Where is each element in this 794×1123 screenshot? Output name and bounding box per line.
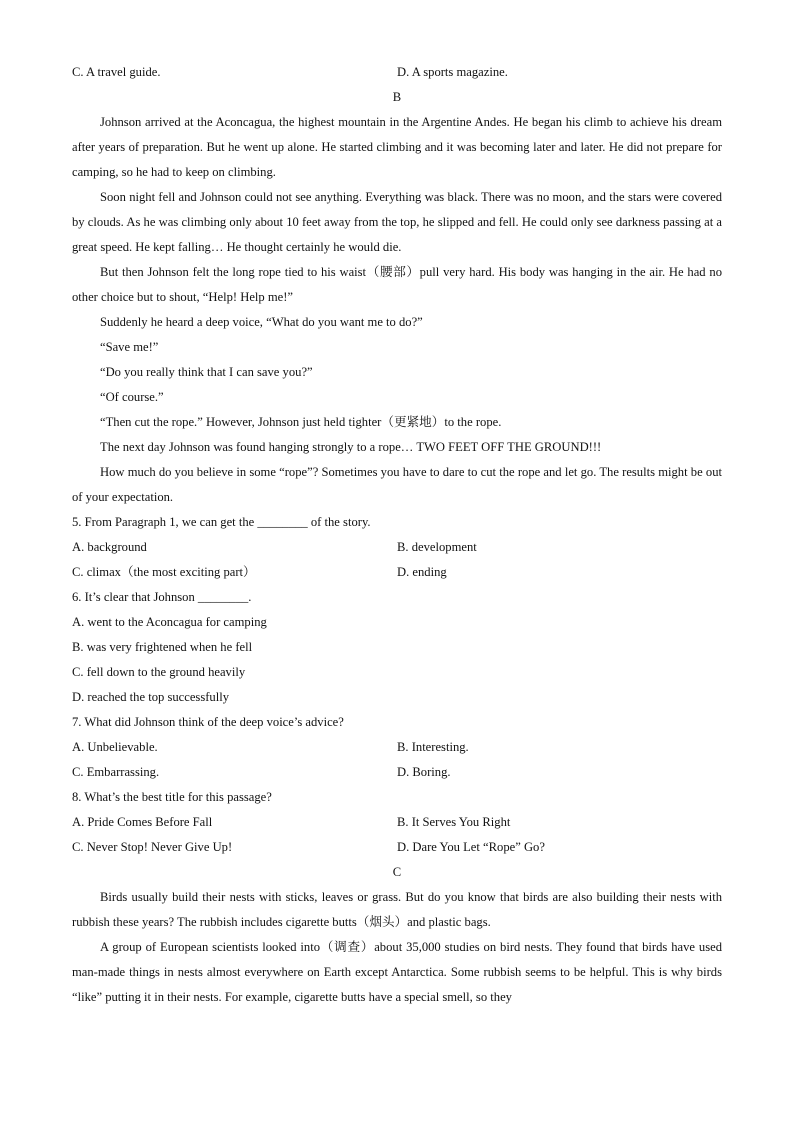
options-row (72, 735, 722, 760)
exam-page (72, 60, 722, 1010)
question-8 (72, 785, 722, 860)
question-5 (72, 510, 722, 585)
option-a: A. background (72, 540, 147, 554)
options-row (72, 835, 722, 860)
options-row (72, 535, 722, 560)
option-c: C. A travel guide. (72, 65, 161, 79)
question-7 (72, 710, 722, 785)
option-d: D. ending (397, 565, 447, 579)
question-stem: 6. It’s clear that Johnson ________. (72, 590, 252, 604)
passage-paragraph: How much do you believe in some “rope”? Sometimes you have to dare to cut the rope and let go. The results might be out of your expectation. (72, 465, 722, 504)
section-b-label: B (392, 90, 402, 104)
option-a: A. went to the Aconcagua for camping (72, 615, 267, 629)
options-row (72, 760, 722, 785)
option-a: A. Pride Comes Before Fall (72, 815, 213, 829)
option-c: C. Embarrassing. (72, 765, 160, 779)
option-c: C. climax（the most exciting part） (72, 565, 256, 579)
question-stem: 8. What’s the best title for this passage? (72, 790, 272, 804)
passage-paragraph: A group of European scientists looked into（调查）about 35,000 studies on bird nests. They found that birds have used man-made things in nests almost everywhere on Earth except Antarctica. Some rubbish seems to be helpful. This is why birds “like” putting it in their nests. For example, cigarette butts have a special smell, so they (72, 940, 722, 1004)
option-c: C. Never Stop! Never Give Up! (72, 840, 233, 854)
passage-paragraph: “Then cut the rope.” However, Johnson just held tighter（更紧地）to the rope. (100, 415, 502, 429)
passage-paragraph: “Do you really think that I can save you?” (100, 365, 313, 379)
passage-paragraph: Birds usually build their nests with sticks, leaves or grass. But do you know that birds are also building their nests with rubbish these years? The rubbish includes cigarette butts（烟头）and plastic bags. (72, 890, 722, 929)
passage-paragraph: Suddenly he heard a deep voice, “What do you want me to do?” (100, 315, 423, 329)
passage-paragraph: But then Johnson felt the long rope tied to his waist（腰部）pull very hard. His body was hanging in the air. He had no other choice but to shout, “Help! Help me!” (72, 265, 722, 304)
options-row (72, 810, 722, 835)
option-d: D. reached the top successfully (72, 690, 230, 704)
passage-paragraph: The next day Johnson was found hanging strongly to a rope… TWO FEET OFF THE GROUND!!! (100, 440, 602, 454)
passage-paragraph: “Save me!” (100, 340, 159, 354)
section-c-passage (72, 885, 722, 1010)
section-c-label: C (392, 865, 402, 879)
top-options-row (72, 60, 722, 85)
options-row (72, 560, 722, 585)
option-d: D. A sports magazine. (397, 65, 508, 79)
option-a: A. Unbelievable. (72, 740, 158, 754)
option-b: B. It Serves You Right (397, 815, 511, 829)
option-d: D. Dare You Let “Rope” Go? (397, 840, 545, 854)
passage-paragraph: Johnson arrived at the Aconcagua, the highest mountain in the Argentine Andes. He began his climb to achieve his dream after years of preparation. But he went up alone. He started climbing and it was becoming later and later. He did not prepare for camping, so he had to keep on climbing. (72, 115, 722, 179)
question-stem: 5. From Paragraph 1, we can get the ________ of the story. (72, 515, 371, 529)
option-b: B. Interesting. (397, 740, 469, 754)
section-b-passage (72, 110, 722, 510)
option-b: B. development (397, 540, 477, 554)
option-c: C. fell down to the ground heavily (72, 665, 246, 679)
option-d: D. Boring. (397, 765, 451, 779)
option-b: B. was very frightened when he fell (72, 640, 253, 654)
passage-paragraph: Soon night fell and Johnson could not see anything. Everything was black. There was no moon, and the stars were covered by clouds. As he was climbing only about 10 feet away from the top, he slipped and fell. He could only see darkness passing at a great speed. He kept falling… He thought certainly he would die. (72, 190, 722, 254)
question-stem: 7. What did Johnson think of the deep voice’s advice? (72, 715, 344, 729)
passage-paragraph: “Of course.” (100, 390, 164, 404)
question-6 (72, 585, 722, 710)
